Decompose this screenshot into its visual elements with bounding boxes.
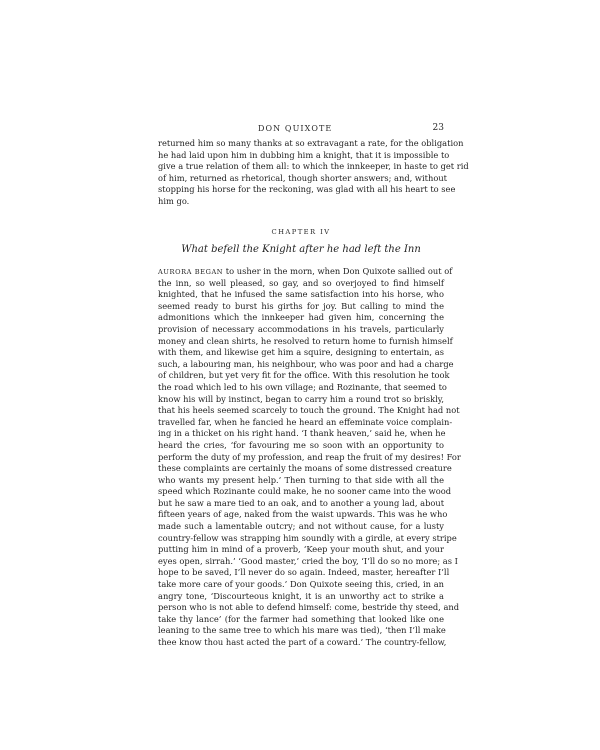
text-line: thee know thou hast acted the part of a coward.’ The country-fellow, (158, 637, 447, 647)
text-line: perform the duty of my profession, and reap the fruit of my desires! For (158, 451, 461, 462)
text-line: the road which led to his own village; and Rozinante, that seemed to (158, 381, 447, 392)
text-line: speed which Rozinante could make, he no sooner came into the wood (158, 486, 452, 497)
text-line: but he saw a mare tied to an oak, and to another a young lad, about (158, 497, 445, 508)
page-number: 23 (432, 123, 444, 133)
text-line: leaning to the same tree to which his mare was tied), ‘then I’ll make (158, 625, 446, 636)
text-line: heard the cries, ‘for favouring me so soon with an opportunity to (158, 439, 444, 450)
text-line: knighted, that he infused the same satisfaction into his horse, who (158, 289, 444, 300)
text-line: he had laid upon him in dubbing him a knight, that it is impossible to (158, 149, 450, 160)
text-line: putting him in mind of a proverb, ‘Keep your mouth shut, and your (158, 544, 444, 555)
text-line: take thy lance’ (for the farmer had something that looked like one (158, 613, 444, 624)
text-line-rest: to usher in the morn, when Don Quixote sallied out of (223, 266, 453, 276)
text-line: take more care of your goods.’ Don Quixote seeing this, cried, in an (158, 579, 444, 590)
text-line (158, 266, 453, 278)
text-line: seemed ready to burst his girths for joy. But calling to mind the (158, 300, 444, 311)
text-line: hope to be saved, I’ll never do so again. Indeed, master, hereafter I’ll (158, 567, 450, 578)
chapter-body (158, 266, 461, 649)
text-line: him go. (158, 195, 190, 206)
running-title: DON QUIXOTE (258, 124, 333, 133)
text-line: with them, and likewise get him a squire, designing to entertain, as (158, 347, 444, 358)
text-line: angry tone, ‘Discourteous knight, it is an unworthy act to strike a (158, 590, 444, 601)
text-line: travelled far, when he fancied he heard an effeminate voice complain- (158, 416, 453, 427)
text-line: fifteen years of age, naked from the waist upwards. This was he who (158, 509, 448, 520)
text-line: made such a lamentable outcry; and not without cause, for a lusty (158, 521, 444, 532)
text-line: of him, returned as rhetorical, though shorter answers; and, without (158, 172, 448, 183)
text-line: such, a labouring man, his neighbour, who was poor and had a charge (158, 358, 454, 369)
text-line: provision of necessary accommodations in his travels, particularly (158, 323, 444, 334)
text-line: who wants my present help.’ Then turning to that side with all the (158, 474, 444, 485)
opening-words: AURORA BEGAN (158, 268, 224, 276)
text-line: these complaints are certainly the moans of some distressed creature (158, 463, 452, 474)
running-head (158, 124, 444, 136)
text-line: know his will by instinct, began to carry him a round trot so briskly, (158, 393, 444, 404)
text-line: admonitions which the innkeeper had given him, concerning the (158, 312, 444, 323)
text-line: returned him so many thanks at so extravagant a rate, for the obligation (158, 138, 464, 148)
top-paragraph (158, 138, 469, 208)
text-line: money and clean shirts, he resolved to return home to furnish himself (158, 335, 453, 346)
text-line: give a true relation of them all: to which the innkeeper, in haste to get rid (158, 161, 469, 172)
text-line: ing in a thicket on his right hand. ‘I thank heaven,’ said he, when he (158, 428, 446, 439)
text-line: stopping his horse for the reckoning, was glad with all his heart to see (158, 184, 456, 195)
text-line: person who is not able to defend himself: come, bestride thy steed, and (158, 602, 460, 613)
text-line: of children, but yet very fit for the office. With this resolution he took (158, 370, 450, 381)
text-line: eyes open, sirrah.’ ‘Good master,’ cried the boy, ‘I’ll do so no more; as I (158, 555, 458, 566)
chapter-title: What befell the Knight after he had left the Inn (181, 244, 421, 255)
text-line: country-fellow was strapping him soundly with a girdle, at every stripe (158, 532, 457, 543)
text-line: the inn, so well pleased, so gay, and so overjoyed to find himself (158, 277, 444, 288)
text-line: that his heels seemed scarcely to touch the ground. The Knight had not (158, 405, 460, 416)
chapter-label: CHAPTER IV (271, 228, 331, 236)
